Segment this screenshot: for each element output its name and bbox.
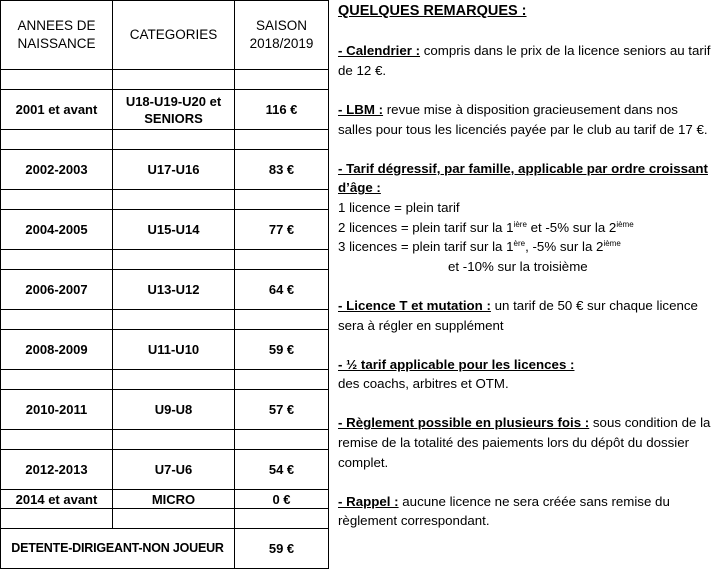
header-categories: CATEGORIES — [113, 1, 235, 70]
table-row — [1, 90, 329, 130]
row-price: 116 € — [235, 90, 329, 130]
note-text: compris dans le prix de la licence seniors au tarif de 12 €. — [338, 43, 711, 78]
row-category: U7-U6 — [113, 450, 235, 490]
row-years: 2014 et avant — [1, 490, 113, 509]
header-annees: ANNEES DE NAISSANCE — [1, 1, 113, 70]
table-row — [1, 450, 329, 490]
tarif-line-4: et -10% sur la troisième — [448, 258, 588, 274]
header-saison: SAISON 2018/2019 — [235, 1, 329, 70]
row-category: U11-U10 — [113, 330, 235, 370]
row-years: 2012-2013 — [1, 450, 113, 490]
note-text: sous condition de la remise de la totalité des paiements lors du dépôt du dossier complet. — [338, 415, 711, 470]
spacer-row — [1, 70, 329, 90]
note-text: aucune licence ne sera créée sans remise du règlement correspondant. — [338, 493, 670, 529]
row-years: 2002-2003 — [1, 150, 113, 190]
note-label: - Licence T et mutation : — [338, 297, 491, 313]
note-demi-tarif — [338, 355, 714, 375]
row-price: 59 € — [235, 529, 329, 569]
row-price: 83 € — [235, 150, 329, 190]
row-price: 64 € — [235, 270, 329, 310]
tariff-table-container — [0, 0, 328, 556]
remarks-title: QUELQUES REMARQUES : — [338, 3, 527, 19]
spacer-row — [1, 190, 329, 210]
note-label: - Calendrier : — [338, 43, 421, 59]
table-row — [1, 210, 329, 250]
row-price: 54 € — [235, 450, 329, 490]
row-price: 57 € — [235, 390, 329, 430]
spacer-row — [1, 130, 329, 150]
row-category: U13-U12 — [113, 270, 235, 310]
spacer-row — [1, 370, 329, 390]
table-row — [1, 390, 329, 430]
row-price: 0 € — [235, 490, 329, 509]
note-lbm — [338, 100, 714, 139]
note-label: - Rappel : — [338, 493, 399, 509]
row-category: U17-U16 — [113, 150, 235, 190]
tariff-table — [0, 0, 329, 569]
note-label: - LBM : — [338, 101, 384, 117]
table-header-row — [1, 1, 329, 70]
row-price: 77 € — [235, 210, 329, 250]
table-row — [1, 330, 329, 370]
row-category: MICRO — [113, 490, 235, 509]
row-category: U9-U8 — [113, 390, 235, 430]
table-row — [1, 270, 329, 310]
row-price: 59 € — [235, 330, 329, 370]
note-label: - Tarif dégressif, par famille, applicable par ordre croissant d’âge : — [338, 160, 708, 196]
note-text: un tarif de 50 € sur chaque licence sera à régler en supplément — [338, 297, 698, 333]
table-row — [1, 150, 329, 190]
table-row — [1, 529, 329, 569]
note-text: revue mise à disposition gracieusement dans nos salles pour tous les licenciés payée par le club au tarif de 17 €. — [338, 101, 708, 137]
remarks-panel — [338, 0, 714, 540]
note-rappel — [338, 492, 714, 531]
spacer-row — [1, 430, 329, 450]
table-row — [1, 490, 329, 509]
note-calendrier — [338, 41, 714, 80]
tarif-line-2: 2 licences = plein tarif sur la $1^{ière}$ et -5% sur la 2ième — [338, 219, 634, 235]
row-years: 2006-2007 — [1, 270, 113, 310]
row-category: U15-U14 — [113, 210, 235, 250]
tarif-line-1: 1 licence = plein tarif — [338, 199, 460, 215]
row-years: 2001 et avant — [1, 90, 113, 130]
spacer-row — [1, 250, 329, 270]
note-label: - ½ tarif applicable pour les licences : — [338, 356, 575, 372]
note-label: - Règlement possible en plusieurs fois : — [338, 415, 590, 431]
row-years: 2004-2005 — [1, 210, 113, 250]
row-years: 2010-2011 — [1, 390, 113, 430]
note-tarif — [338, 159, 714, 198]
tarif-line-3: 3 licences = plein tarif sur la 1ère, -5% sur la 2ième — [338, 239, 621, 255]
note-licence-t — [338, 296, 714, 335]
row-category: U18-U19-U20 et SENIORS — [113, 90, 235, 130]
note-reglement — [338, 413, 714, 472]
row-years: DETENTE-DIRIGEANT-NON JOUEUR — [1, 529, 235, 569]
note-text: des coachs, arbitres et OTM. — [338, 376, 509, 392]
spacer-row — [1, 509, 329, 529]
row-years: 2008-2009 — [1, 330, 113, 370]
spacer-row — [1, 310, 329, 330]
